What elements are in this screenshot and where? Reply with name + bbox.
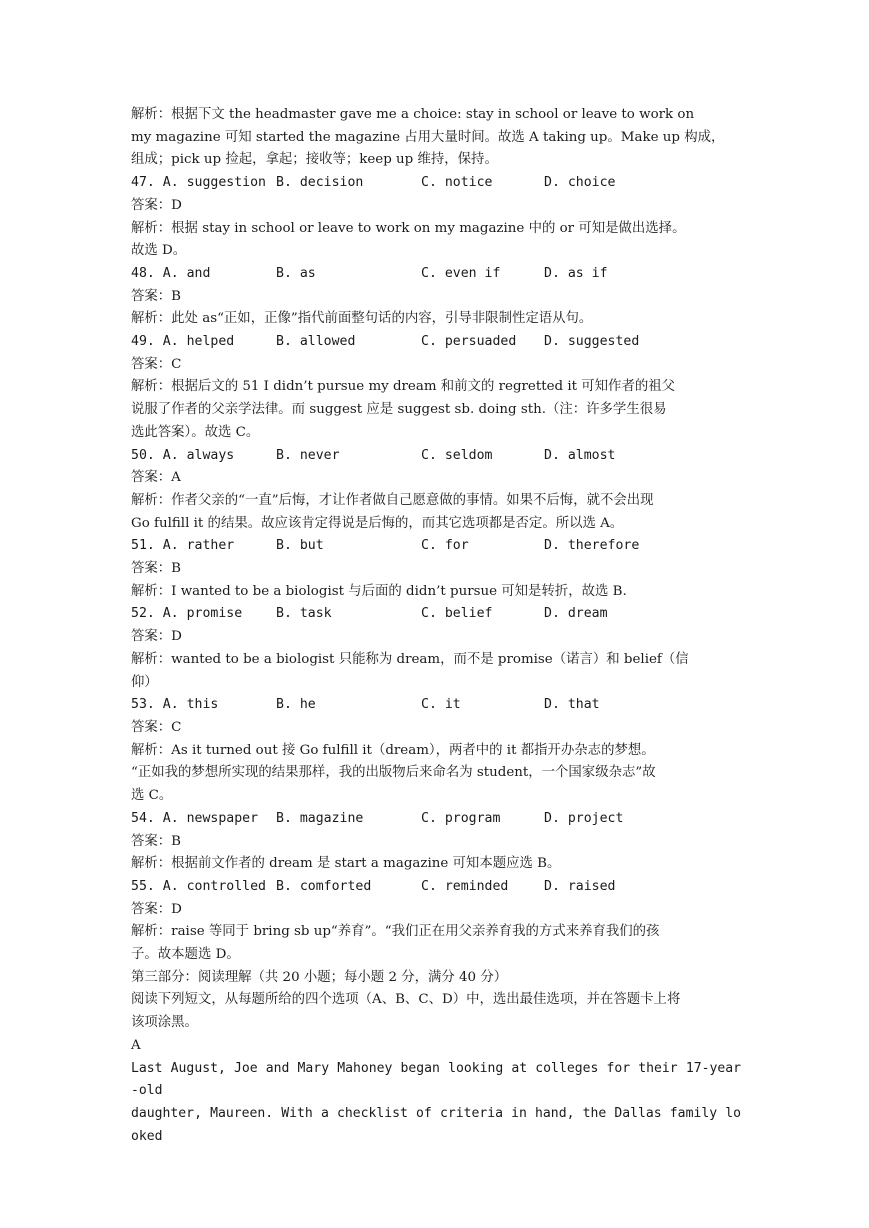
option-b: B. decision <box>276 175 364 191</box>
answer-line: 答案：C <box>131 719 182 735</box>
question-block <box>131 445 741 536</box>
option-d: D. choice <box>544 175 616 191</box>
question-block <box>131 876 741 967</box>
question-stem: 50. A. always <box>131 447 235 463</box>
analysis-line: Go fulfill it 的结果。故应该肯定得说是后悔的，而其它选项都是否定。所以选 A。 <box>131 515 624 531</box>
analysis-line: 仰） <box>131 674 158 690</box>
question-block <box>131 331 741 445</box>
analysis-line: 故选 D。 <box>131 243 187 259</box>
options-row <box>131 808 741 831</box>
analysis-line: 解析：根据 stay in school or leave to work on my magazine 中的 or 可知是做出选择。 <box>131 220 686 236</box>
question-block <box>131 535 741 603</box>
analysis-line: 解析：此处 as“正如，正像”指代前面整句话的内容，引导非限制性定语从句。 <box>131 311 593 327</box>
section-instruction: 阅读下列短文，从每题所给的四个选项（A、B、C、D）中，选出最佳选项，并在答题卡上将 <box>131 992 681 1008</box>
answer-line: 答案：B <box>131 288 182 304</box>
option-b: B. allowed <box>276 334 356 350</box>
analysis-line: 组成；pick up 捡起，拿起；接收等；keep up 维持，保持。 <box>131 152 498 168</box>
option-b: B. comforted <box>276 878 372 894</box>
answer-line: 答案：B <box>131 561 182 577</box>
answer-line: 答案：A <box>131 470 181 486</box>
question-stem: 47. A. suggestion <box>131 175 266 191</box>
analysis-line: 解析：raise 等同于 bring sb up“养育”。“我们正在用父亲养育我的方式来养育我们的孩 <box>131 924 660 940</box>
option-d: D. raised <box>544 878 616 894</box>
option-c: C. even if <box>421 265 501 281</box>
section-title: 第三部分：阅读理解（共 20 小题；每小题 2 分，满分 40 分） <box>131 969 508 985</box>
passage-line: daughter, Maureen. With a checklist of criteria in hand, the Dallas family looked <box>131 1105 741 1144</box>
options-row <box>131 263 741 286</box>
option-d: D. as if <box>544 265 608 281</box>
answer-line: 答案：B <box>131 833 182 849</box>
question-stem: 54. A. newspaper <box>131 810 259 826</box>
analysis-line: 说服了作者的父亲学法律。而 suggest 应是 suggest sb. doing sth.（注：许多学生很易 <box>131 402 667 418</box>
question-block <box>131 263 741 331</box>
option-d: D. almost <box>544 447 616 463</box>
option-c: C. for <box>421 538 469 554</box>
passage-line: Last August, Joe and Mary Mahoney began looking at colleges for their 17-year-old <box>131 1060 741 1099</box>
question-block <box>131 808 741 876</box>
option-d: D. therefore <box>544 538 640 554</box>
option-c: C. persuaded <box>421 334 517 350</box>
question-stem: 49. A. helped <box>131 334 235 350</box>
option-b: B. but <box>276 538 324 554</box>
question-block <box>131 172 741 263</box>
option-c: C. reminded <box>421 878 509 894</box>
analysis-line: 选此答案）。故选 C。 <box>131 424 260 440</box>
option-d: D. suggested <box>544 334 640 350</box>
question-block <box>131 694 741 808</box>
option-d: D. project <box>544 810 624 826</box>
analysis-line: 选 C。 <box>131 788 173 804</box>
question-block <box>131 603 741 694</box>
option-d: D. that <box>544 697 600 713</box>
analysis-line: 解析：根据前文作者的 dream 是 start a magazine 可知本题应选 B。 <box>131 856 561 872</box>
options-row <box>131 331 741 354</box>
option-c: C. belief <box>421 606 493 622</box>
options-row <box>131 172 741 195</box>
option-c: C. seldom <box>421 447 493 463</box>
answer-line: 答案：C <box>131 356 182 372</box>
option-c: C. notice <box>421 175 493 191</box>
analysis-line: 解析：根据后文的 51 I didn’t pursue my dream 和前文的 regretted it 可知作者的祖父 <box>131 379 676 395</box>
analysis-line: 解析：I wanted to be a biologist 与后面的 didn’t pursue 可知是转折，故选 B. <box>131 583 627 599</box>
answer-line: 答案：D <box>131 901 182 917</box>
intro-analysis <box>131 104 741 172</box>
answer-line: 答案：D <box>131 197 182 213</box>
option-d: D. dream <box>544 606 608 622</box>
answer-line: 答案：D <box>131 629 182 645</box>
question-stem: 55. A. controlled <box>131 878 266 894</box>
option-b: B. as <box>276 265 316 281</box>
options-row <box>131 535 741 558</box>
option-c: C. it <box>421 697 461 713</box>
option-b: B. magazine <box>276 810 364 826</box>
analysis-line: my magazine 可知 started the magazine 占用大量时间。故选 A taking up。Make up 构成， <box>131 129 725 145</box>
question-stem: 52. A. promise <box>131 606 243 622</box>
reading-section <box>131 967 741 1149</box>
options-row <box>131 603 741 626</box>
question-stem: 53. A. this <box>131 697 219 713</box>
option-c: C. program <box>421 810 501 826</box>
section-instruction: 该项涂黑。 <box>131 1015 198 1031</box>
analysis-line: 解析：wanted to be a biologist 只能称为 dream，而不是 promise（诺言）和 belief（信 <box>131 651 689 667</box>
passage-label: A <box>131 1037 141 1053</box>
option-b: B. never <box>276 447 340 463</box>
analysis-line: “正如我的梦想所实现的结果那样，我的出版物后来命名为 student，一个国家级杂志”故 <box>131 765 656 781</box>
option-b: B. he <box>276 697 316 713</box>
question-stem: 51. A. rather <box>131 538 235 554</box>
options-row <box>131 876 741 899</box>
options-row <box>131 445 741 468</box>
question-list <box>131 172 741 967</box>
document-body <box>131 104 741 1148</box>
analysis-line: 解析：根据下文 the headmaster gave me a choice: stay in school or leave to work on <box>131 107 695 122</box>
analysis-line: 解析：As it turned out 接 Go fulfill it（dream），两者中的 it 都指开办杂志的梦想。 <box>131 742 655 758</box>
question-stem: 48. A. and <box>131 265 211 281</box>
option-b: B. task <box>276 606 332 622</box>
options-row <box>131 694 741 717</box>
analysis-line: 解析：作者父亲的“一直”后悔，才让作者做自己愿意做的事情。如果不后悔，就不会出现 <box>131 492 654 508</box>
analysis-line: 子。故本题选 D。 <box>131 947 240 963</box>
